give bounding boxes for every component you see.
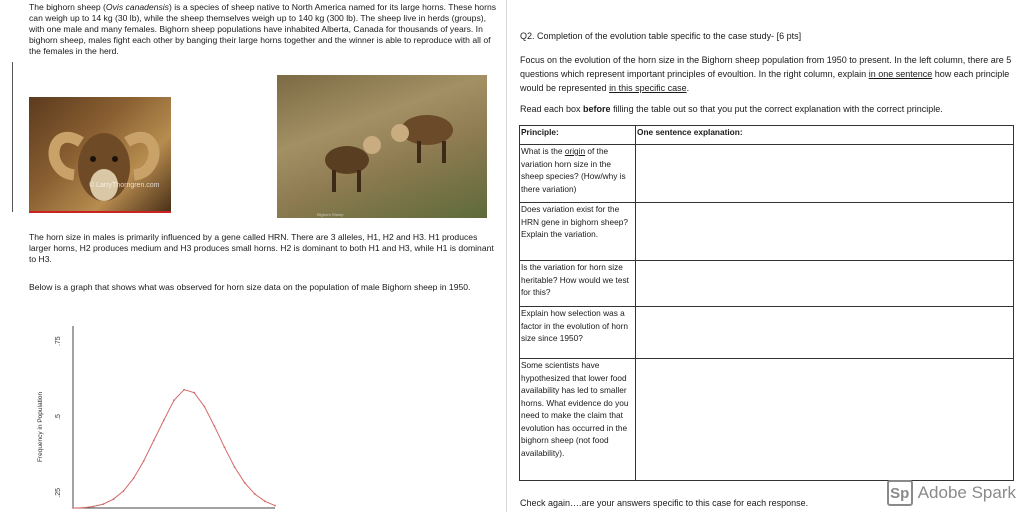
genetics-paragraph: The horn size in males is primarily influenced by a gene called HRN. There are 3 alleles, H1, H2 and H3. H1 produces larger horns, H2 produces medium and H3 produces small horns. H2 is dominant to both H1 and H3, while H1 is dominant to H3. — [29, 232, 494, 264]
table-row — [520, 203, 1014, 261]
data-point — [234, 466, 236, 468]
data-point — [264, 500, 266, 502]
ram-photo-caption: © LarryThorngren.com — [89, 182, 160, 189]
left-page — [0, 0, 506, 512]
data-point — [143, 460, 145, 462]
data-point — [244, 482, 246, 484]
adobe-spark-watermark — [887, 480, 1016, 506]
horn-size-chart — [30, 318, 330, 512]
principle-cell: Explain how selection was a factor in the evolution of horn size since 1950? — [520, 307, 636, 359]
data-point — [102, 503, 104, 505]
data-point — [214, 425, 216, 427]
table-row — [520, 359, 1014, 481]
spark-logo-icon: Sp — [887, 480, 913, 506]
data-point — [254, 493, 256, 495]
read-bold: before — [583, 104, 611, 114]
ram-illustration — [29, 97, 171, 211]
answer-cell[interactable] — [636, 203, 1014, 261]
data-point — [193, 392, 195, 394]
q1-text-end: of the variation horn size in the sheep species? (How/why is there variation) — [521, 146, 626, 194]
answer-cell[interactable] — [636, 307, 1014, 359]
data-point — [203, 406, 205, 408]
read-text-start: Read each box — [520, 104, 584, 114]
header-explanation: One sentence explanation: — [636, 126, 1014, 145]
species-name: Ovis canadensis — [105, 2, 169, 12]
data-point — [153, 440, 155, 442]
series-line — [73, 390, 275, 508]
page-divider — [506, 0, 507, 512]
intro-text-rest: ) is a species of sheep native to North America named for its large horns. These horns can weigh up to 14 kg (30 lb), while the sheep themselves weigh up to 140 kg (300 lb). The sheep live in herds (groups), with one male and many females. Bighorn sheep populations have inhabited Alberta, Canada for thousands of years. In bighorn sheep, males fight each other by banging their large horns together and the winner is able to reproduce with all of the females in the herd. — [29, 2, 497, 56]
y-axis-label: Frequency in Population — [37, 391, 44, 463]
principle-cell: Some scientists have hypothesized that lower food availability has led to smaller horns. What evidence do you need to make the claim that evolution has occurred in the bighorn sheep (not food availability). — [520, 359, 636, 481]
answer-cell[interactable] — [636, 145, 1014, 203]
data-point — [183, 389, 185, 391]
table-row — [520, 145, 1014, 203]
answer-cell[interactable] — [636, 261, 1014, 307]
principle-cell: Is the variation for horn size heritable? How would we test for this? — [520, 261, 636, 307]
right-page — [512, 0, 1024, 512]
check-again-note: Check again….are your answers specific to this case for each response. — [520, 498, 809, 508]
data-point — [82, 507, 84, 509]
data-point — [113, 498, 115, 500]
table-row — [520, 307, 1014, 359]
read-instruction — [520, 104, 1020, 114]
principle-cell: Does variation exist for the HRN gene in bighorn sheep? Explain the variation. — [520, 203, 636, 261]
data-point — [224, 446, 226, 448]
ram-photo — [29, 97, 171, 213]
fighting-photo-caption: Bighorn Sheep — [317, 212, 344, 217]
table-header-row — [520, 126, 1014, 145]
q1-underline: origin — [564, 146, 586, 156]
evolution-table — [519, 125, 1014, 481]
y-tick-label: .75 — [55, 336, 62, 347]
question-title: Q2. Completion of the evolution table specific to the case study- [6 pts] — [520, 31, 802, 41]
data-point — [72, 507, 74, 509]
focus-underline-2: in this specific case — [609, 83, 687, 93]
read-text-end: filling the table out so that you put the correct explanation with the correct principle. — [610, 104, 943, 114]
data-point — [123, 490, 125, 492]
focus-text-3: . — [686, 83, 690, 93]
principle-cell — [520, 145, 636, 203]
table-row — [520, 261, 1014, 307]
fighting-sheep-photo — [277, 75, 487, 218]
data-point — [173, 399, 175, 401]
focus-underline-1: in one sentence — [868, 69, 933, 79]
fighting-sheep-illustration — [277, 75, 487, 218]
focus-paragraph — [520, 53, 1020, 95]
focus-text-1: Focus on the evolution of the horn size in the Bighorn sheep population from 1950 to present. In the left column, there are 5 questions which represent important principles of evoultion. In the right column, explain — [520, 55, 1012, 79]
y-tick-label: .25 — [55, 487, 62, 498]
data-point — [92, 506, 94, 508]
intro-paragraph — [29, 2, 499, 57]
data-point — [163, 419, 165, 421]
data-point — [133, 477, 135, 479]
y-tick-label: .5 — [55, 414, 62, 420]
chart-svg — [30, 318, 330, 512]
header-principle: Principle: — [520, 126, 636, 145]
focus-text-2: how each principle would be represented — [520, 69, 1010, 93]
answer-cell[interactable] — [636, 359, 1014, 481]
q1-text-start: What is the — [521, 146, 565, 156]
data-point — [274, 505, 276, 507]
margin-mark — [12, 62, 13, 212]
watermark-text: Adobe Spark — [917, 483, 1016, 502]
intro-text-start: The bighorn sheep ( — [29, 2, 106, 12]
graph-intro-paragraph: Below is a graph that shows what was observed for horn size data on the population of male Bighorn sheep in 1950. — [29, 282, 471, 292]
